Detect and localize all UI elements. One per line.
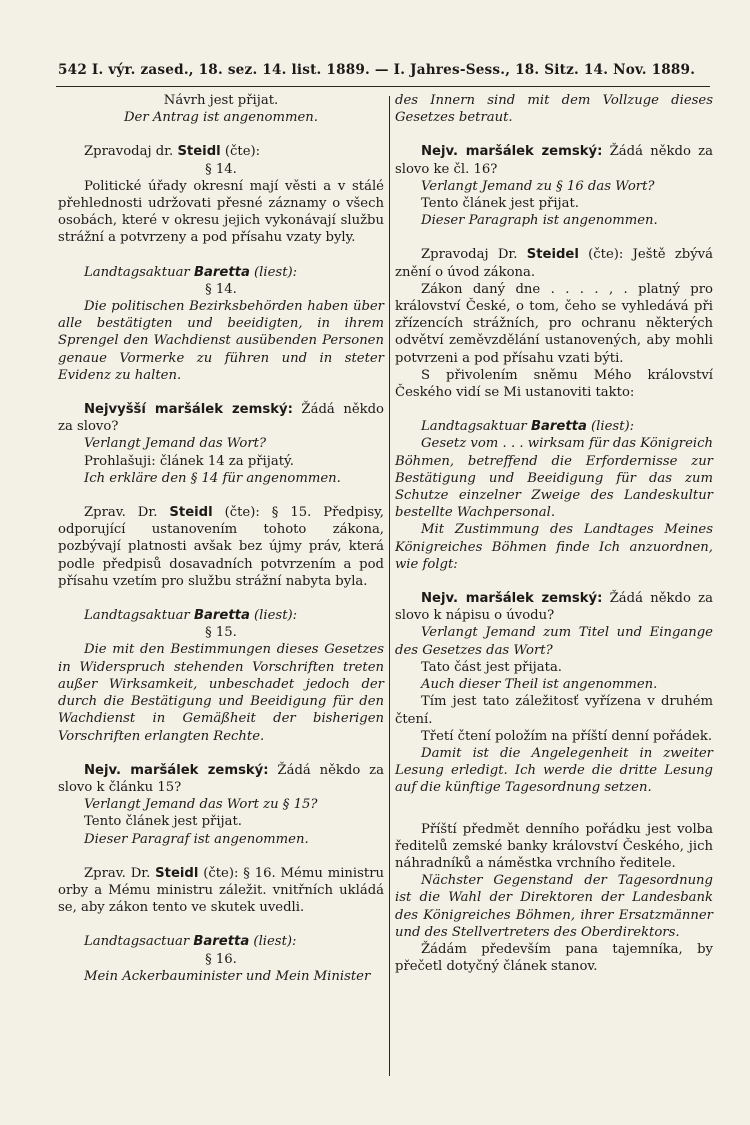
header-rule xyxy=(56,86,710,87)
paragraph-text: § 16. xyxy=(205,951,237,967)
paragraph-text: Zákon daný dne . . . . , . platný pro království České, o tom, čeho se vyhledává při zřízencích strážních, pro ochranu některých odvětví zeměvzdělání ustanovených, aby mohli potvrzeni a pod přísahu vzati býti. xyxy=(395,281,713,366)
paragraph-text: Návrh jest přijat. xyxy=(163,93,279,108)
paragraph-text: § 14. xyxy=(205,161,237,177)
paragraph xyxy=(58,796,384,813)
paragraph xyxy=(58,178,384,247)
paragraph xyxy=(395,821,713,873)
paragraph-gap xyxy=(58,126,384,143)
paragraph-text: Verlangt Jemand das Wort zu § 15? xyxy=(84,797,318,813)
speaker-text: Žádá někdo za slovo? xyxy=(58,402,384,435)
paragraph-text: Auch dieser Theil ist angenommen. xyxy=(421,677,658,693)
paragraph-text: Politické úřady okresní mají věsti a v stálé přehlednosti udržovati přesné záznamy o všech osobách, které v okresu jejich vykonávají službu strážní a potvrzeny a pod přísahu vzaty byly. xyxy=(58,178,384,246)
speaker-name: Nejv. maršálek zemský: xyxy=(421,144,603,160)
speaker-text: (čte): Ještě zbývá znění o úvod zákona. xyxy=(395,247,713,280)
speaker-name: Nejv. maršálek zemský: xyxy=(421,591,603,607)
paragraph xyxy=(58,470,384,487)
paragraph-text: Damit ist die Angelegenheit in zweiter Lesung erledigt. Ich werde die dritte Lesung auf die künftige Tagesordnung setzen. xyxy=(395,745,713,796)
paragraph xyxy=(395,92,713,126)
paragraph-text: Dieser Paragraph ist angenommen. xyxy=(421,213,658,229)
speaker-text: (čte): § 16. Mému ministru orby a Mému ministru záležit. vnitřních ukládá se, aby zákon tento ve skutek uvedli. xyxy=(58,865,384,916)
paragraph-text: Prohlašuji: článek 14 za přijatý. xyxy=(84,453,294,469)
paragraph-text: Verlangt Jemand zu § 16 das Wort? xyxy=(421,178,655,194)
paragraph xyxy=(395,435,713,521)
speaker-name: Steidel xyxy=(526,247,579,263)
page-header: 542 I. výr. zased., 18. sez. 14. list. 1889. — I. Jahres-Sess., 18. Sitz. 14. Nov. 1889. xyxy=(58,62,696,78)
paragraph-gap xyxy=(58,487,384,504)
left-column xyxy=(58,92,384,985)
paragraph-gap xyxy=(58,384,384,401)
paragraph-gap xyxy=(58,848,384,865)
speaker-text: Žádá někdo za slovo k nápisu o úvodu? xyxy=(395,591,713,624)
speaker-name: Nejv. maršálek zemský: xyxy=(84,762,269,778)
paragraph xyxy=(58,865,384,917)
speaker-prefix: Landtagsaktuar xyxy=(84,264,194,280)
speaker-prefix: Landtagsaktuar xyxy=(84,608,194,624)
paragraph-gap xyxy=(58,745,384,762)
paragraph xyxy=(58,264,384,281)
paragraph xyxy=(58,933,384,950)
speaker-name: Steidl xyxy=(155,865,199,881)
paragraph xyxy=(58,298,384,384)
speaker-text: (liest): xyxy=(249,608,298,624)
paragraph xyxy=(395,195,713,212)
paragraph xyxy=(58,813,384,830)
paragraph-text: Der Antrag ist angenommen. xyxy=(123,110,318,126)
paragraph xyxy=(58,401,384,435)
paragraph-text: Nächster Gegenstand der Tagesordnung ist die Wahl der Direktoren der Landesbank des Königreiches Böhmen, ihrer Ersatzmänner und des Stellvertreters des Oberdirektors. xyxy=(395,873,713,940)
paragraph-text: des Innern sind mit dem Vollzuge dieses Gesetzes betraut. xyxy=(395,93,713,126)
paragraph-text: Tato část jest přijata. xyxy=(421,659,562,675)
paragraph-gap xyxy=(58,590,384,607)
paragraph xyxy=(395,745,713,797)
paragraph xyxy=(58,607,384,624)
paragraph-text: Die politischen Bezirksbehörden haben über alle bestätigten und beeidigten, in ihrem Sprengel den Wachdienst ausübenden Personen genaue Vormerke zu führen und in steter Evidenz zu halten. xyxy=(58,299,384,383)
paragraph xyxy=(395,872,713,941)
paragraph xyxy=(58,109,384,126)
paragraph-gap xyxy=(395,126,713,143)
speaker-text: (liest): xyxy=(249,264,298,280)
paragraph xyxy=(395,659,713,676)
speaker-prefix: Zprav. Dr. xyxy=(84,865,156,881)
paragraph-text: Tento článek jest přijat. xyxy=(421,196,580,212)
paragraph xyxy=(58,762,384,796)
paragraph xyxy=(58,624,384,641)
paragraph xyxy=(58,435,384,452)
paragraph xyxy=(58,143,384,160)
speaker-prefix: Zpravodaj dr. xyxy=(84,144,178,160)
paragraph xyxy=(395,521,713,573)
paragraph-gap xyxy=(58,916,384,933)
paragraph xyxy=(58,641,384,744)
paragraph-text: § 14. xyxy=(205,281,237,297)
paragraph xyxy=(58,92,384,109)
speaker-text: (čte): § 15. Předpisy, odporující ustanovením tohoto zákona, pozbývají platnosti avšak bez újmy práv, která podle předpisů dosavadních potvrzením a pod přísahu vzetím pro službu strážní nabyta byla. xyxy=(58,505,384,589)
paragraph xyxy=(58,281,384,298)
column-divider xyxy=(389,96,390,1076)
speaker-name: Steidl xyxy=(177,144,221,160)
paragraph-gap xyxy=(395,401,713,418)
speaker-text: Žádá někdo za slovo ke čl. 16? xyxy=(395,144,713,177)
paragraph-text: S přivolením sněmu Mého království Českého vidí se Mi ustanoviti takto: xyxy=(395,367,713,401)
paragraph xyxy=(395,624,713,658)
speaker-text: Žádá někdo za slovo k článku 15? xyxy=(58,762,384,795)
paragraph-gap xyxy=(395,573,713,590)
paragraph-gap xyxy=(58,247,384,264)
paragraph xyxy=(58,831,384,848)
speaker-name: Nejvyšší maršálek zemský: xyxy=(84,402,293,418)
paragraph-text: Gesetz vom . . . wirksam für das Königreich Böhmen, betreffend die Erfordernisse zur Bestätigung und Beeidigung für das zum Schutze einzelner Zweige des Landeskultur bestellte Wachpersonal. xyxy=(395,436,713,521)
paragraph-text: Třetí čtení položím na příští denní pořádek. xyxy=(421,728,713,744)
paragraph xyxy=(58,968,384,985)
paragraph xyxy=(395,728,713,745)
speaker-name: Baretta xyxy=(193,934,250,950)
paragraph-text: Ich erkläre den § 14 für angenommen. xyxy=(84,470,341,486)
speaker-name: Baretta xyxy=(193,264,250,280)
right-column xyxy=(395,92,713,975)
speaker-prefix: Landtagsaktuar xyxy=(421,419,531,435)
paragraph-text: Mit Zustimmung des Landtages Meines Königreiches Böhmen finde Ich anzuordnen, wie folgt: xyxy=(395,522,713,572)
paragraph xyxy=(395,590,713,624)
paragraph-text: Tento článek jest přijat. xyxy=(84,814,243,830)
paragraph-text: Die mit den Bestimmungen dieses Gesetzes in Widerspruch stehenden Vorschriften treten außer Wirksamkeit, unbeschadet jedoch der durch die Bestätigung und Beeidigung für den Wachdienst in Gemäßheit der bisherigen Vorschriften erlangten Rechte. xyxy=(58,642,384,744)
paragraph xyxy=(395,418,713,435)
speaker-text: (čte): xyxy=(220,144,261,160)
paragraph-text: Dieser Paragraf ist angenommen. xyxy=(84,831,309,847)
paragraph xyxy=(395,246,713,280)
paragraph xyxy=(58,951,384,968)
paragraph xyxy=(395,178,713,195)
paragraph xyxy=(395,143,713,177)
paragraph xyxy=(395,281,713,367)
paragraph xyxy=(58,453,384,470)
paragraph-gap xyxy=(395,797,713,821)
paragraph-text: Verlangt Jemand zum Titel und Eingange des Gesetzes das Wort? xyxy=(395,625,713,658)
paragraph-text: Verlangt Jemand das Wort? xyxy=(84,436,267,452)
paragraph xyxy=(395,676,713,693)
speaker-text: (liest): xyxy=(586,419,635,435)
speaker-name: Baretta xyxy=(193,608,250,624)
paragraph xyxy=(58,504,384,590)
paragraph xyxy=(395,367,713,401)
speaker-prefix: Landtagsactuar xyxy=(84,934,194,950)
paragraph xyxy=(395,941,713,975)
paragraph xyxy=(58,161,384,178)
paragraph-text: § 15. xyxy=(205,625,237,641)
speaker-name: Baretta xyxy=(530,419,587,435)
paragraph-text: Žádám především pana tajemníka, by přečetl dotyčný článek stanov. xyxy=(395,941,713,975)
speaker-prefix: Zprav. Dr. xyxy=(84,505,170,521)
speaker-text: (liest): xyxy=(249,934,297,950)
paragraph-text: Příští předmět denního pořádku jest volba ředitelů zemské banky království Českého, jich náhradníků a náměstka vrchního ředitele. xyxy=(395,821,713,871)
paragraph xyxy=(395,212,713,229)
paragraph-gap xyxy=(395,229,713,246)
speaker-prefix: Zpravodaj Dr. xyxy=(421,247,527,263)
paragraph-text: Mein Ackerbauminister und Mein Minister xyxy=(84,968,371,984)
speaker-name: Steidl xyxy=(169,505,213,521)
paragraph xyxy=(395,693,713,727)
paragraph-text: Tím jest tato záležitosť vyřízena v druhém čtení. xyxy=(395,694,713,727)
